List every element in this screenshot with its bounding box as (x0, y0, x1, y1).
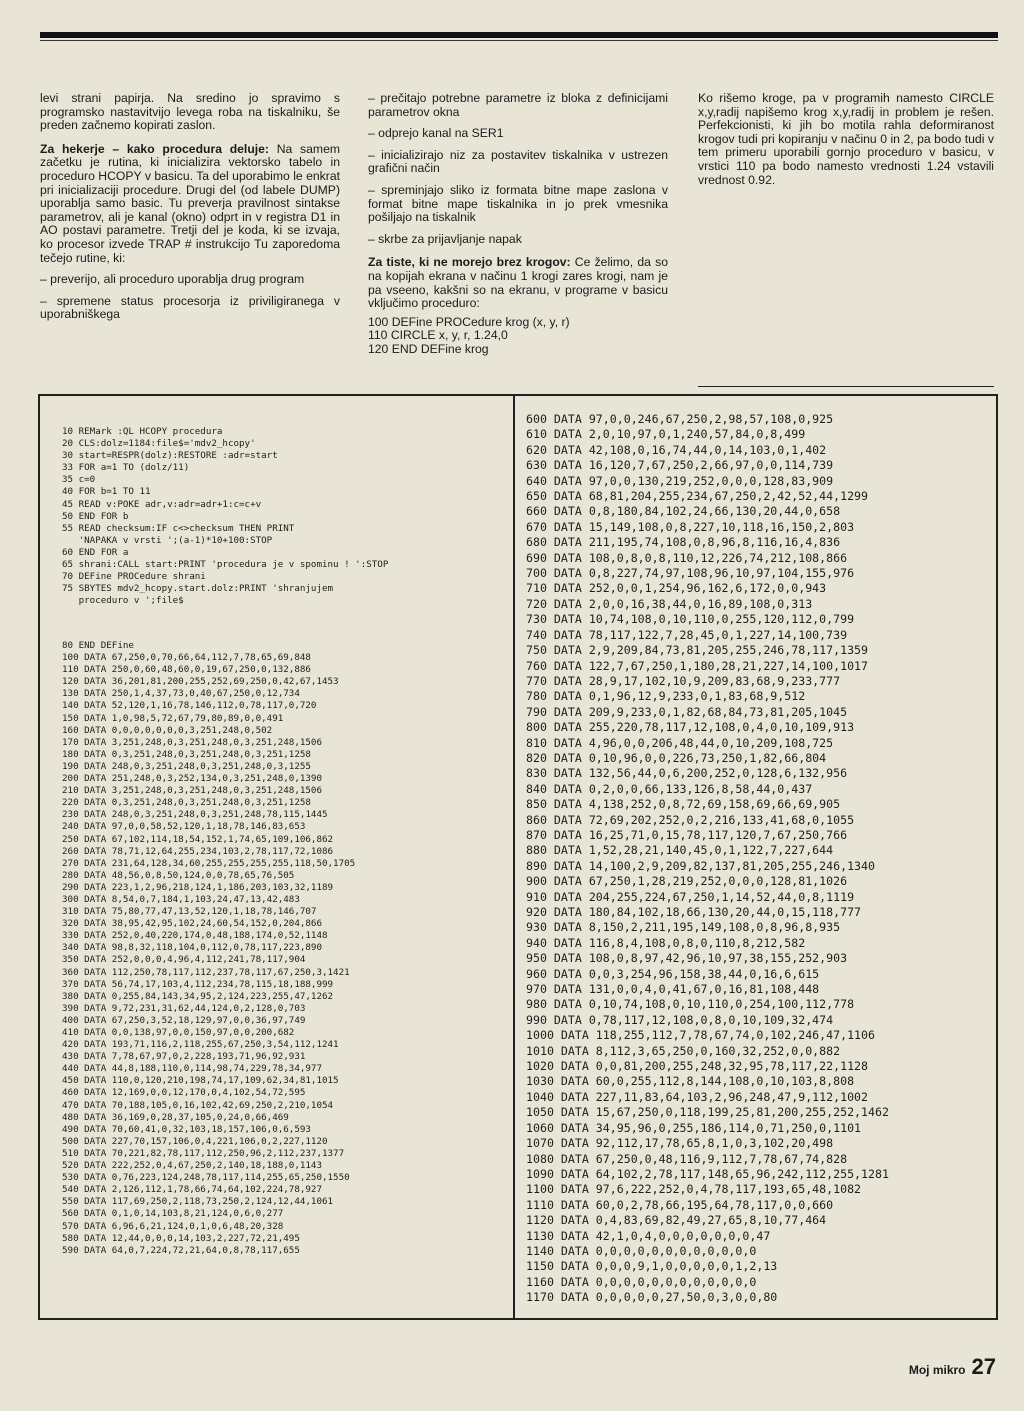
code-line: 170 DATA 3,251,248,0,3,251,248,0,3,251,248,1506 (62, 736, 322, 748)
code-line: 720 DATA 2,0,0,16,38,44,0,16,89,108,0,313 (526, 596, 813, 611)
code-line: 130 DATA 250,1,4,37,73,0,40,67,250,0,12,734 (62, 688, 300, 700)
code-line: 260 DATA 78,71,12,64,255,234,103,2,78,117,72,1086 (62, 845, 334, 857)
code-line: 380 DATA 0,255,84,143,34,95,2,124,223,255,47,1262 (62, 990, 334, 1002)
code-line: 33 FOR a=1 TO (dolz/11) (62, 462, 190, 474)
code-line: 530 DATA 0,76,223,124,248,78,117,114,255,65,250,1550 (62, 1172, 350, 1184)
code-line: 1120 DATA 0,4,83,69,82,49,27,65,8,10,77,464 (526, 1213, 827, 1228)
code-line: 430 DATA 7,78,67,97,0,2,228,193,71,96,92,931 (62, 1051, 306, 1063)
code-line: 250 DATA 67,102,114,18,54,152,1,74,65,109,106,862 (62, 833, 334, 845)
code-line: 810 DATA 4,96,0,0,206,48,44,0,10,209,108,725 (526, 735, 834, 750)
page-footer (909, 1354, 996, 1380)
section-heading: Za tiste, ki ne morejo brez krogov: (368, 255, 571, 270)
text-column-1 (40, 92, 340, 328)
code-line: 1100 DATA 97,6,222,252,0,4,78,117,193,65,48,1082 (526, 1182, 862, 1197)
code-line: 630 DATA 16,120,7,67,250,2,66,97,0,0,114,739 (526, 458, 834, 473)
text-column-3 (698, 92, 994, 192)
code-line: 100 DEFine PROCedure krog (x, y, r) (368, 314, 570, 329)
code-line: 75 SBYTES mdv2_hcopy.start.dolz:PRINT 'shranjujem (62, 583, 334, 595)
code-line: 270 DATA 231,64,128,34,60,255,255,255,255,118,50,1705 (62, 857, 356, 869)
code-line: 590 DATA 64,0,7,224,72,21,64,0,8,78,117,655 (62, 1244, 300, 1256)
code-line: 750 DATA 2,9,209,84,73,81,205,255,246,78,117,1359 (526, 643, 869, 658)
code-line: 640 DATA 97,0,0,130,219,252,0,0,0,128,83,909 (526, 473, 834, 488)
paragraph (40, 143, 340, 265)
code-line: 50 END FOR b (62, 510, 129, 522)
code-line: 680 DATA 211,195,74,108,0,8,96,8,116,16,4,836 (526, 535, 841, 550)
code-line: 660 DATA 0,8,180,84,102,24,66,130,20,44,0,658 (526, 504, 841, 519)
column-end-rule (698, 386, 994, 387)
code-line: 440 DATA 44,8,188,110,0,114,98,74,229,78,34,977 (62, 1063, 322, 1075)
listing-divider (513, 394, 515, 1320)
bullet-item: – inicializirajo niz za postavitev tiskalnika v ustrezen grafični način (368, 147, 668, 176)
code-line: 800 DATA 255,220,78,117,12,108,0,4,0,10,109,913 (526, 720, 855, 735)
code-line: 670 DATA 15,149,108,0,8,227,10,118,16,150,2,803 (526, 519, 855, 534)
code-line: 340 DATA 98,8,32,118,104,0,112,0,78,117,223,890 (62, 942, 322, 954)
code-line: 150 DATA 1,0,98,5,72,67,79,80,89,0,0,491 (62, 712, 284, 724)
code-line: 570 DATA 6,96,6,21,124,0,1,0,6,48,20,328 (62, 1220, 284, 1232)
code-line: 460 DATA 12,169,0,0,12,170,0,4,102,54,72,595 (62, 1087, 306, 1099)
code-line: 'NAPAKA v vrsti ';(a-1)*10+100:STOP (62, 534, 273, 546)
program-listing-data-left (62, 640, 355, 1257)
code-line: 210 DATA 3,251,248,0,3,251,248,0,3,251,248,1506 (62, 785, 322, 797)
code-line: 200 DATA 251,248,0,3,252,134,0,3,251,248,0,1390 (62, 773, 322, 785)
code-line: 880 DATA 1,52,28,21,140,45,0,1,122,7,227,644 (526, 843, 834, 858)
code-line: 45 READ v:POKE adr,v:adr=adr+1:c=c+v (62, 498, 262, 510)
code-line: 120 END DEFine krog (368, 341, 489, 356)
code-line: 1150 DATA 0,0,0,9,1,0,0,0,0,0,1,2,13 (526, 1259, 778, 1274)
top-rule-thin (40, 40, 998, 41)
code-line: 220 DATA 0,3,251,248,0,3,251,248,0,3,251,1258 (62, 797, 311, 809)
program-listing-header (62, 426, 388, 607)
code-line: 1090 DATA 64,102,2,78,117,148,65,96,242,112,255,1281 (526, 1166, 889, 1181)
code-line: 370 DATA 56,74,17,103,4,112,234,78,115,18,188,999 (62, 978, 334, 990)
code-line: 690 DATA 108,0,8,0,8,110,12,226,74,212,108,866 (526, 550, 848, 565)
text-column-2 (368, 92, 668, 357)
code-line: 240 DATA 97,0,0,58,52,120,1,18,78,146,83,653 (62, 821, 306, 833)
code-line: 1110 DATA 60,0,2,78,66,195,64,78,117,0,0,660 (526, 1197, 834, 1212)
code-line: 110 DATA 250,0,60,48,60,0,19,67,250,0,132,886 (62, 664, 311, 676)
code-line: 1080 DATA 67,250,0,48,116,9,112,7,78,67,74,828 (526, 1151, 848, 1166)
bullet-item: – prečitajo potrebne parametre iz bloka z definicijami parametrov okna (368, 91, 668, 119)
code-line: 35 c=0 (62, 474, 96, 486)
code-line: 80 END DEFine (62, 640, 134, 651)
page-number: 27 (971, 1354, 996, 1379)
code-line: 770 DATA 28,9,17,102,10,9,209,83,68,9,233,777 (526, 673, 841, 688)
code-line: 940 DATA 116,8,4,108,0,8,0,110,8,212,582 (526, 935, 806, 950)
paragraph-body: Na samem začetku je rutina, ki inicializira vektorsko tabelo in proceduro HCOPY v basicu. Ta del uporabimo le enkrat pri inicializaciji procedure. Drugi del (od labele DUMP) uporablja samo basic. Tu preverja pravilnost sintakse parametrov, ali je kanal (okno) odprt in v registra D1 in AO postavi parametre. Tretji del je koda, ki se izvaja, ko procesor izvede TRAP # instrukcijo Tu zaporedoma tečejo rutine, ki: (40, 141, 340, 265)
code-line: 310 DATA 75,80,77,47,13,52,120,1,18,78,146,707 (62, 906, 317, 918)
code-line: 500 DATA 227,70,157,106,0,4,221,106,0,2,227,1120 (62, 1135, 328, 1147)
code-line: 700 DATA 0,8,227,74,97,108,96,10,97,104,155,976 (526, 566, 855, 581)
code-line: 300 DATA 8,54,0,7,184,1,103,24,47,13,42,483 (62, 893, 300, 905)
code-line: 1070 DATA 92,112,17,78,65,8,1,0,3,102,20,498 (526, 1136, 834, 1151)
code-line: 790 DATA 209,9,233,0,1,82,68,84,73,81,205,1045 (526, 704, 848, 719)
code-line: 960 DATA 0,0,3,254,96,158,38,44,0,16,6,615 (526, 966, 820, 981)
code-line: 870 DATA 16,25,71,0,15,78,117,120,7,67,250,766 (526, 827, 848, 842)
code-line: 930 DATA 8,150,2,211,195,149,108,0,8,96,8,935 (526, 920, 841, 935)
code-line: 55 READ checksum:IF c<>checksum THEN PRINT (62, 522, 295, 534)
code-line: 580 DATA 12,44,0,0,0,14,103,2,227,72,21,495 (62, 1232, 300, 1244)
paragraph: levi strani papirja. Na sredino jo spravimo s programsko nastavitvijo levega roba na tiskalniku, še preden začnemo kopirati zaslon. (40, 91, 340, 133)
code-line: 320 DATA 38,95,42,95,102,24,60,54,152,0,204,866 (62, 918, 322, 930)
code-line: 30 start=RESPR(dolz):RESTORE :adr=start (62, 450, 278, 462)
code-line: 480 DATA 36,169,0,28,37,105,0,24,0,66,469 (62, 1111, 289, 1123)
code-line: 850 DATA 4,138,252,0,8,72,69,158,69,66,69,905 (526, 797, 841, 812)
code-line: 710 DATA 252,0,0,1,254,96,162,6,172,0,0,943 (526, 581, 827, 596)
code-line: 950 DATA 108,0,8,97,42,96,10,97,38,155,252,903 (526, 951, 848, 966)
bullet-item: – spreminjajo sliko iz formata bitne mape zaslona v format bitne mape tiskalnika in jo prek vmesnika pošiljajo na tiskalnik (368, 182, 668, 225)
code-line: 830 DATA 132,56,44,0,6,200,252,0,128,6,132,956 (526, 766, 848, 781)
top-rule (40, 32, 998, 38)
code-line: 350 DATA 252,0,0,0,4,96,4,112,241,78,117,904 (62, 954, 306, 966)
code-line: 490 DATA 70,60,41,0,32,103,18,157,106,0,6,593 (62, 1123, 311, 1135)
code-line: 1020 DATA 0,0,81,200,255,248,32,95,78,117,22,1128 (526, 1059, 869, 1074)
code-line: 420 DATA 193,71,116,2,118,255,67,250,3,54,112,1241 (62, 1039, 339, 1051)
code-line: 740 DATA 78,117,122,7,28,45,0,1,227,14,100,739 (526, 627, 848, 642)
code-line: 20 CLS:dolz=1184:file$='mdv2_hcopy' (62, 438, 256, 450)
code-line: 140 DATA 52,120,1,16,78,146,112,0,78,117,0,720 (62, 700, 317, 712)
code-line: 390 DATA 9,72,231,31,62,44,124,0,2,128,0,703 (62, 1002, 306, 1014)
code-line: 1170 DATA 0,0,0,0,0,27,50,0,3,0,0,80 (526, 1290, 778, 1305)
bullet-item: – preverijo, ali proceduro uporablja drug program (40, 272, 305, 287)
code-line: 970 DATA 131,0,0,4,0,41,67,0,16,81,108,448 (526, 982, 820, 997)
code-line: 230 DATA 248,0,3,251,248,0,3,251,248,78,115,1445 (62, 809, 328, 821)
code-line: 1160 DATA 0,0,0,0,0,0,0,0,0,0,0,0 (526, 1274, 757, 1289)
code-line: 330 DATA 252,0,40,220,174,0,48,188,174,0,52,1148 (62, 930, 328, 942)
code-line: 180 DATA 0,3,251,248,0,3,251,248,0,3,251,1258 (62, 748, 311, 760)
magazine-name: Moj mikro (908, 1363, 966, 1377)
code-line: 520 DATA 222,252,0,4,67,250,2,140,18,188,0,1143 (62, 1160, 322, 1172)
code-line: 540 DATA 2,126,112,1,78,66,74,64,102,224,78,927 (62, 1184, 322, 1196)
code-line: 190 DATA 248,0,3,251,248,0,3,251,248,0,3,1255 (62, 760, 311, 772)
code-line: 65 shrani:CALL start:PRINT 'procedura je v spominu ! ':STOP (62, 559, 389, 571)
code-line: 920 DATA 180,84,102,18,66,130,20,44,0,15,118,777 (526, 905, 862, 919)
code-line: 410 DATA 0,0,138,97,0,0,150,97,0,0,200,682 (62, 1027, 295, 1038)
code-line: 610 DATA 2,0,10,97,0,1,240,57,84,0,8,499 (526, 427, 806, 442)
code-line: 470 DATA 70,188,105,0,16,102,42,69,250,2,210,1054 (62, 1099, 334, 1111)
paragraph (368, 256, 668, 310)
code-line: 1050 DATA 15,67,250,0,118,199,25,81,200,255,252,1462 (526, 1105, 889, 1120)
paragraph: Ko rišemo kroge, pa v programih namesto CIRCLE x,y,radij napišemo krog x,y,radij in problem je rešen. Perfekcionisti, ki jih bo motila rahla deformiranost krogov tudi pri kopiranju v načinu 0 in 2, pa bodo tudi v tem primeru uporabili gornjo proceduro v basicu, v vrstici 110 pa bodo namesto vrednosti 1.24 vstavili vrednost 0.92. (698, 91, 994, 187)
bullet-item: – odprejo kanal na SER1 (368, 126, 504, 141)
code-line: 40 FOR b=1 TO 11 (62, 486, 151, 498)
bullet-item: – spremene status procesorja iz priviligiranega v uporabniškega (40, 293, 340, 322)
code-line: 550 DATA 117,69,250,2,118,73,250,2,124,12,44,1061 (62, 1196, 334, 1208)
program-listing-data-right (526, 412, 889, 1306)
paragraph-body: Ce želimo, da so na kopijah ekrana v načinu 1 krogi zares krogi, nam je pa vseeno, kakšni so na ekranu, v programe v basicu vključimo proceduro: (368, 255, 668, 311)
code-line: proceduro v ';file$ (62, 595, 184, 607)
code-line: 1130 DATA 42,1,0,4,0,0,0,0,0,0,0,47 (526, 1228, 771, 1243)
section-heading: Za hekerje – kako procedura deluje: (40, 141, 269, 156)
code-line: 820 DATA 0,10,96,0,0,226,73,250,1,82,66,804 (526, 750, 827, 765)
code-line: 780 DATA 0,1,96,12,9,233,0,1,83,68,9,512 (526, 689, 806, 704)
code-line: 890 DATA 14,100,2,9,209,82,137,81,205,255,246,1340 (526, 858, 876, 873)
code-line: 510 DATA 70,221,82,78,117,112,250,96,2,112,237,1377 (62, 1147, 345, 1159)
code-line: 1040 DATA 227,11,83,64,103,2,96,248,47,9,112,1002 (526, 1089, 869, 1104)
code-line: 1030 DATA 60,0,255,112,8,144,108,0,10,103,8,808 (526, 1074, 855, 1089)
code-line: 600 DATA 97,0,0,246,67,250,2,98,57,108,0,925 (526, 412, 834, 426)
code-line: 10 REMark :QL HCOPY procedura (62, 426, 223, 437)
code-line: 910 DATA 204,255,224,67,250,1,14,52,44,0,8,1119 (526, 889, 855, 904)
code-line: 1000 DATA 118,255,112,7,78,67,74,0,102,246,47,1106 (526, 1028, 876, 1043)
code-line: 1140 DATA 0,0,0,0,0,0,0,0,0,0,0,0 (526, 1243, 757, 1258)
code-line: 100 DATA 67,250,0,70,66,64,112,7,78,65,69,848 (62, 652, 311, 664)
code-line: 110 CIRCLE x, y, r, 1.24,0 (368, 328, 508, 343)
code-line: 60 END FOR a (62, 546, 129, 558)
code-line: 160 DATA 0,0,0,0,0,0,0,3,251,248,0,502 (62, 724, 273, 736)
code-line: 620 DATA 42,108,0,16,74,44,0,14,103,0,1,402 (526, 442, 827, 457)
code-line: 900 DATA 67,250,1,28,219,252,0,0,0,128,81,1026 (526, 874, 848, 889)
code-line: 70 DEFine PROCedure shrani (62, 571, 206, 583)
code-line: 400 DATA 67,250,3,52,18,129,97,0,0,36,97,749 (62, 1014, 306, 1026)
code-line: 860 DATA 72,69,202,252,0,2,216,133,41,68,0,1055 (526, 812, 855, 827)
code-line: 760 DATA 122,7,67,250,1,180,28,21,227,14,100,1017 (526, 658, 869, 673)
code-line: 730 DATA 10,74,108,0,10,110,0,255,120,112,0,799 (526, 612, 855, 627)
code-line: 650 DATA 68,81,204,255,234,67,250,2,42,52,44,1299 (526, 489, 869, 504)
bullet-item: – skrbe za prijavljanje napak (368, 231, 522, 246)
code-line: 1010 DATA 8,112,3,65,250,0,160,32,252,0,0,882 (526, 1043, 841, 1058)
code-line: 450 DATA 110,0,120,210,198,74,17,109,62,34,81,1015 (62, 1075, 339, 1087)
code-line: 990 DATA 0,78,117,12,108,0,8,0,10,109,32,474 (526, 1012, 834, 1027)
code-line: 980 DATA 0,10,74,108,0,10,110,0,254,100,112,778 (526, 997, 855, 1012)
code-line: 280 DATA 48,56,0,8,50,124,0,0,78,65,76,505 (62, 869, 295, 881)
code-line: 560 DATA 0,1,0,14,103,8,21,124,0,6,0,277 (62, 1208, 284, 1220)
code-line: 360 DATA 112,250,78,117,112,237,78,117,67,250,3,1421 (62, 966, 350, 978)
code-line: 1060 DATA 34,95,96,0,255,186,114,0,71,250,0,1101 (526, 1120, 862, 1135)
code-line: 120 DATA 36,201,81,200,255,252,69,250,0,42,67,1453 (62, 676, 339, 688)
code-line: 290 DATA 223,1,2,96,218,124,1,186,203,103,32,1189 (62, 881, 334, 893)
code-line: 840 DATA 0,2,0,0,66,133,126,8,58,44,0,437 (526, 781, 813, 796)
